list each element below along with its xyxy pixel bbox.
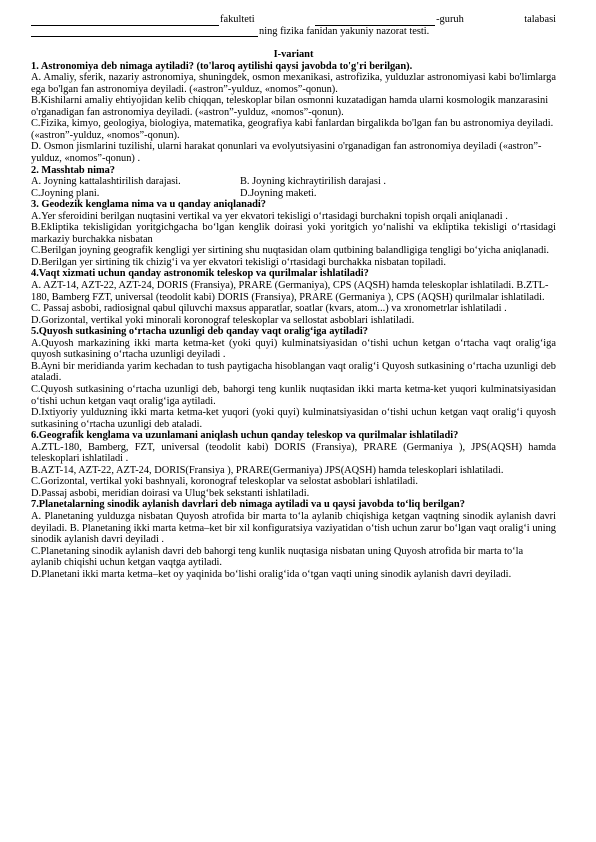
- answer-option: B. Joyning kichraytirilish darajasi .: [240, 176, 387, 188]
- name-blank[interactable]: [31, 26, 258, 37]
- variant-title: I-variant: [273, 49, 314, 61]
- answer-option: B.Ayni bir meridianda yarim kechadan to tush paytigacha hisoblangan vaqt oralig‘i Quyosh sutkasining o‘rtacha uzunligi deb ataladi.: [31, 360, 556, 384]
- answer-option: A.ZTL-180, Bamberg, FZT, universal (teodolit kabi) DORIS (Fransiya), PRARE (Germaniya ), JPS(AQSH) hamda teleskoplari ishlatiladi .: [31, 441, 556, 465]
- answer-option: D.Ixtiyoriy yulduzning ikki marta ketma-ket yuqori (yoki quyi) kulminatsiyasidan o‘tishi uchun ketgan vaqt oralig‘i quyosh sutkasining o‘rtacha uzunligi deb ataladi.: [31, 407, 556, 430]
- answer-option: D.Planetani ikki marta ketma–ket oy yaqinida bo‘lishi oralig‘ida o‘tgan vaqti uning sinodik aylanish davri deyiladi.: [31, 568, 512, 580]
- answer-option: A.Yer sferoidini berilgan nuqtasini vertikal va yer ekvatori tekisligi o‘rtasidagi burchakni topish orqali aniqlanadi .: [31, 210, 508, 222]
- question-title: 4.Vaqt xizmati uchun qanday astronomik teleskop va qurilmalar ishlatiladi?: [31, 268, 369, 280]
- answer-option: D.Passaj asbobi, meridian doirasi va Ulug‘bek sekstanti ishlatiladi.: [31, 487, 310, 499]
- answer-option: B.Ekliptika tekisligidan yoritgichgacha bo‘lgan kenglik doirasi yoki yoritgich yo‘nalishi va ekliptika tekisligi o‘rtasidagi markaziy burchakka nisbatan: [31, 222, 556, 245]
- faculty-blank[interactable]: [31, 15, 219, 26]
- question-title: 5.Quyosh sutkasining o‘rtacha uzunligi deb qanday vaqt oralig‘iga aytiladi?: [31, 326, 368, 338]
- question-7: [31, 499, 556, 580]
- answer-option: C.Planetaning sinodik aylanish davri deb bahorgi teng kunlik nuqtasiga nisbatan uning Quyosh atrofida bir marta to‘la aylanib chiqishi uchun ketgan vaqtga aytiladi.: [31, 545, 524, 569]
- answer-option: C.Berilgan joyning geografik kengligi yer sirtining shu nuqtasidan olam qutbining balandligiga tengligi bo‘yicha aniqlanadi.: [31, 245, 549, 257]
- question-1: [31, 61, 556, 165]
- group-label: -guruh: [436, 14, 464, 25]
- question-title: 2. Masshtab nima?: [31, 164, 116, 176]
- answer-option: C. Passaj asbobi, radiosignal qabul qiluvchi maxsus apparatlar, soatlar (kvars, atom...) va xronometrlar ishlatiladi .: [31, 303, 507, 315]
- answer-option: D. Osmon jismlarini tuzilishi, ularni harakat qonunlari va evolyutsiyasini o'rganadigan fan astronomiya deyiladi («astron”-yulduz, «nomos”-qonun) .: [31, 141, 542, 165]
- question-6: [31, 430, 556, 499]
- answer-option: A. AZT-14, AZT-22, AZT-24, DORIS (Fransiya), PRARE (Germaniya), CPS (AQSH) hamda teleskoplar ishlatiladi. B.ZTL-180, Bamberg FZT, universal (teodolit kabi) DORIS (Fransiya), PRARE (Germaniya ), CPS (AQSH) qurilmalar ishlatiladi.: [31, 280, 549, 303]
- student-label: talabasi: [524, 14, 557, 25]
- answer-option: A. Planetaning yulduzga nisbatan Quyosh atrofida bir marta to‘la aylanib chiqishiga ketgan vaqtning sinodik aylanish davri deyiladi. B. Planetaning ikki marta ketma–ket bir xil konfiguratsiya vaziyatidan o‘tish uchun zarur bo‘lgan vaqt oralig‘i uning sinodik aylanish davri deyiladi .: [31, 510, 556, 546]
- group-blank[interactable]: [315, 15, 435, 26]
- answer-option: C.Joyning plani.: [31, 187, 100, 199]
- answer-option: D.Berilgan yer sirtining tik chizig‘i va yer ekvatori tekisligi o‘rtasidagi burchakka nisbatan topiladi.: [31, 256, 446, 268]
- faculty-label: fakulteti: [220, 14, 255, 25]
- header-line-2: [31, 26, 556, 38]
- question-title: 3. Geodezik kenglama nima va u qanday aniqlanadi?: [31, 199, 266, 211]
- answer-option: D.Gorizontal, vertikal yoki minorali koronograf teleskoplar va sellostat asboblari ishlatiladi.: [31, 314, 415, 326]
- question-5: [31, 326, 556, 430]
- question-title: 1. Astronomiya deb nimaga aytiladi? (to'laroq aytilishi qaysi javobda to'g'ri berilgan).: [31, 60, 413, 72]
- answer-option: D.Joyning maketi.: [240, 187, 317, 199]
- answer-option: C.Gorizontal, vertikal yoki bashnyali, koronograf teleskoplar va selostat asboblari ishlatiladi.: [31, 476, 418, 488]
- answer-option: B.AZT-14, AZT-22, AZT-24, DORIS(Fransiya ), PRARE(Germaniya) JPS(AQSH) hamda teleskoplari ishlatiladi.: [31, 464, 504, 476]
- exam-subtitle: ning fizika fanidan yakuniy nazorat testi.: [259, 25, 430, 37]
- answer-option: A. Amaliy, sferik, nazariy astronomiya, shuningdek, osmon mexanikasi, astrofizika, yulduzlar astronomiyasi kabi bo'limlarga ega bo'lgan fan astronomiya deyiladi. («astron”-yulduz, «nomos”-qonun).: [31, 72, 556, 95]
- header-line-1: [31, 14, 556, 26]
- question-3: [31, 199, 556, 268]
- question-title: 6.Geografik kenglama va uzunlamani aniqlash uchun qanday teleskop va qurilmalar ishlatiladi?: [31, 430, 459, 442]
- answer-option: A.Quyosh markazining ikki marta ketma-ket (yoki quyi) kulminatsiyasidan o‘tishi uchun ketgan o‘rtacha vaqt oralig‘iga quyosh sutkasining o‘rtacha uzunligi deyiladi .: [31, 337, 556, 361]
- question-title: 7.Planetalarning sinodik aylanish davrlari deb nimaga aytiladi va u qaysi javobda to‘liq berilgan?: [31, 499, 465, 511]
- answer-row: [31, 176, 556, 188]
- answer-option: C.Fizika, kimyo, geologiya, biologiya, matematika, geografiya kabi fanlardan birgalikda bo'lgan fan bu astronomiya deyiladi. («astron”-yulduz, «nomos”-qonun).: [31, 118, 554, 141]
- answer-option: C.Quyosh sutkasining o‘rtacha uzunligi deb, bahorgi teng kunlik nuqtasidan ikki marta ketma-ket yuqori kulminatsiyasidan o‘tishi uchun ketgan vaqt oralig‘iga aytiladi.: [31, 383, 556, 407]
- question-2: [31, 165, 556, 200]
- question-4: [31, 268, 556, 326]
- answer-row: [31, 188, 556, 200]
- answer-option: A. Joyning kattalashtirilish darajasi.: [31, 176, 181, 188]
- answer-option: B.Kishilarni amaliy ehtiyojidan kelib chiqqan, teleskoplar bilan osmonni kuzatadigan hamda ularni kosmologik manzarasini o'rganadigan fan astronomiya deyiladi. («astron”-yulduz, «nomos”-qonun).: [31, 95, 549, 118]
